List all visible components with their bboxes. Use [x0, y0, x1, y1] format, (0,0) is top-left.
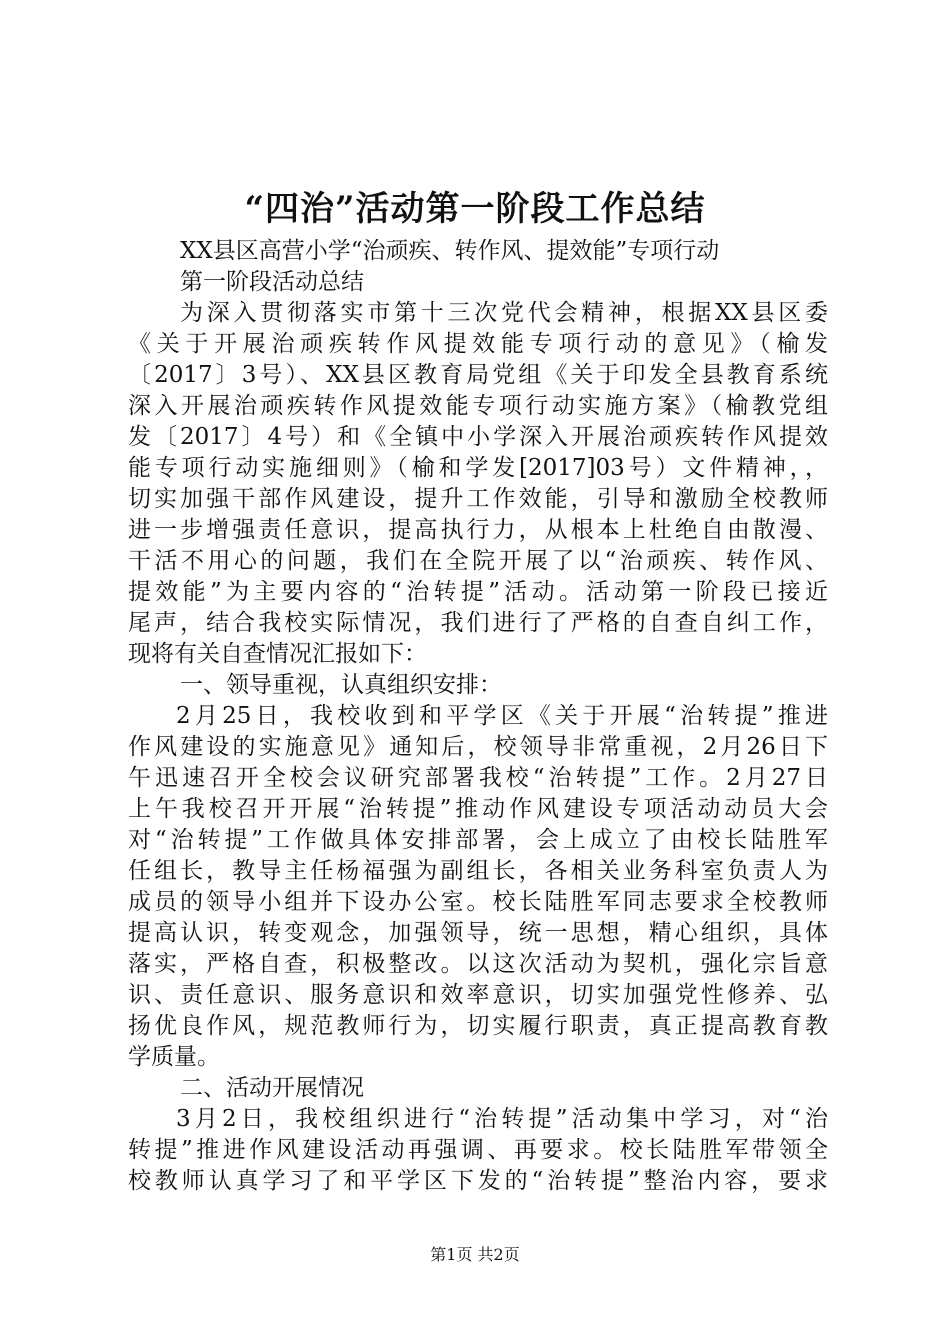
paragraph-line: 《关于开展治顽疾转作风提效能专项行动的意见》（榆发 [128, 331, 828, 357]
subtitle-line-1: XX县区高营小学“治顽疾、转作风、提效能”专项行动 [180, 238, 720, 264]
paragraph-line: 尾声，结合我校实际情况，我们进行了严格的自查自纠工作， [128, 610, 828, 636]
section-heading-2: 二、活动开展情况 [180, 1075, 364, 1101]
paragraph-line: 3月2日，我校组织进行“治转提”活动集中学习，对“治 [176, 1106, 828, 1132]
paragraph-line: 能专项行动实施细则》（榆和学发[2017]03号）文件精神，， [128, 455, 828, 481]
paragraph-line: 提高认识，转变观念，加强领导，统一思想，精心组织，具体 [128, 920, 828, 946]
paragraph-line: 转提”推进作风建设活动再强调、再要求。校长陆胜军带领全 [128, 1137, 828, 1163]
document-body [128, 236, 828, 1197]
paragraph-line: 学质量。 [128, 1044, 220, 1070]
paragraph-line: 切实加强干部作风建设，提升工作效能，引导和激励全校教师 [128, 486, 828, 512]
paragraph-line: 任组长，教导主任杨福强为副组长，各相关业务科室负责人为 [128, 858, 828, 884]
paragraph-line: 为深入贯彻落实市第十三次党代会精神，根据XX县区委 [180, 300, 828, 326]
paragraph-line: 识、责任意识、服务意识和效率意识，切实加强党性修养、弘 [128, 982, 828, 1008]
paragraph-line: 对“治转提”工作做具体安排部署，会上成立了由校长陆胜军 [128, 827, 828, 853]
paragraph-line: 扬优良作风，规范教师行为，切实履行职责，真正提高教育教 [128, 1013, 828, 1039]
paragraph-line: 作风建设的实施意见》通知后，校领导非常重视，2月26日下 [128, 734, 828, 760]
paragraph-line: 提效能”为主要内容的“治转提”活动。活动第一阶段已接近 [128, 579, 828, 605]
paragraph-line: 进一步增强责任意识，提高执行力，从根本上杜绝自由散漫、 [128, 517, 828, 543]
page-number-footer: 第1页 共2页 [430, 1245, 520, 1264]
paragraph-line: 现将有关自查情况汇报如下： [128, 641, 427, 667]
paragraph-line: 干活不用心的问题，我们在全院开展了以“治顽疾、转作风、 [128, 548, 828, 574]
paragraph-line: 深入开展治顽疾转作风提效能专项行动实施方案》（榆教党组 [128, 393, 828, 419]
paragraph-line: 发〔2017〕4号）和《全镇中小学深入开展治顽疾转作风提效 [128, 424, 828, 450]
paragraph-line: 成员的领导小组并下设办公室。校长陆胜军同志要求全校教师 [128, 889, 828, 915]
paragraph-line: 〔2017〕3号）、XX县区教育局党组《关于印发全县教育系统 [128, 362, 828, 388]
document-title: “四治”活动第一阶段工作总结 [244, 189, 706, 229]
section-heading-1: 一、领导重视，认真组织安排： [180, 672, 502, 698]
paragraph-line: 2月25日，我校收到和平学区《关于开展“治转提”推进 [176, 703, 828, 729]
paragraph-line: 上午我校召开开展“治转提”推动作风建设专项活动动员大会 [128, 796, 828, 822]
paragraph-line: 午迅速召开全校会议研究部署我校“治转提”工作。2月27日 [128, 765, 828, 791]
subtitle-line-2: 第一阶段活动总结 [180, 269, 364, 295]
paragraph-line: 校教师认真学习了和平学区下发的“治转提”整治内容，要求 [128, 1168, 828, 1194]
paragraph-line: 落实，严格自查，积极整改。以这次活动为契机，强化宗旨意 [128, 951, 828, 977]
